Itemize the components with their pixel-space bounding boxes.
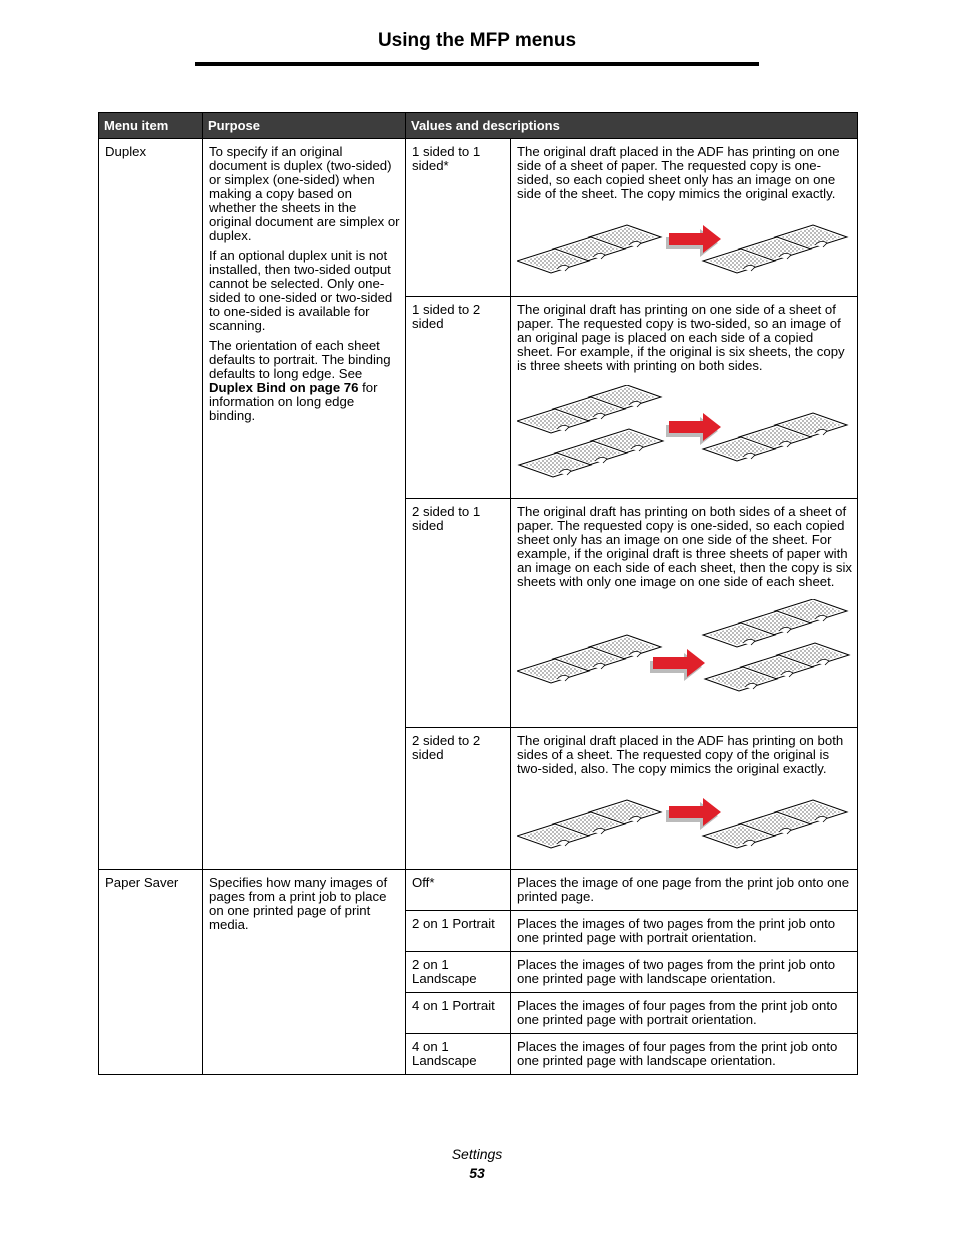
desc-cell: Places the images of four pages from the print job onto one printed page with landscape orientation. (511, 1034, 858, 1075)
menu-item-duplex: Duplex (99, 139, 203, 870)
desc-cell (511, 499, 858, 728)
page-number: 53 (469, 1165, 485, 1181)
table-row (99, 139, 858, 297)
purpose-paper-saver: Specifies how many images of pages from a print job to place on one printed page of print media. (203, 870, 406, 1075)
desc-cell: Places the images of four pages from the print job onto one printed page with portrait orientation. (511, 993, 858, 1034)
desc-cell: Places the images of two pages from the print job onto one printed page with landscape orientation. (511, 952, 858, 993)
value-cell: 4 on 1 Landscape (406, 1034, 511, 1075)
purpose-text: The orientation of each sheet defaults to portrait. The binding defaults to long edge. See (209, 338, 391, 381)
header-purpose: Purpose (203, 113, 406, 139)
desc-cell: Places the image of one page from the print job onto one printed page. (511, 870, 858, 911)
desc-cell: Places the images of two pages from the print job onto one printed page with portrait orientation. (511, 911, 858, 952)
header-menu-item: Menu item (99, 113, 203, 139)
purpose-text: for information on long edge binding. (209, 380, 378, 423)
purpose-duplex (203, 139, 406, 870)
desc-text: The original draft has printing on both sides of a sheet of paper. The requested copy is one-sided, so each copied sheet only has an image on one side of the sheet. For example, if the original draft is three sheets of paper with an image on each side of each sheet, then the copy is six sheets with only one image on one side of each sheet. (517, 504, 853, 589)
desc-text: The original draft has printing on one side of a sheet of paper. The requested copy is two-sided, so an image of an original page is placed on each side of a copied sheet. For example, if the original is six sheets, the copy is three sheets with printing on both sides. (517, 302, 845, 373)
page-title: Using the MFP menus (377, 30, 577, 51)
value-cell: 2 on 1 Landscape (406, 952, 511, 993)
value-cell: 2 on 1 Portrait (406, 911, 511, 952)
title-rule (195, 62, 759, 66)
illustration-2to2 (517, 788, 852, 850)
value-cell: 4 on 1 Portrait (406, 993, 511, 1034)
header-values: Values and descriptions (406, 113, 858, 139)
table-header-row (99, 113, 858, 139)
purpose-paragraph: If an optional duplex unit is not installed, then two-sided output cannot be selected. Only one-sided to one-sided or two-sided to one-sided is available for scanning. (209, 248, 393, 333)
value-cell: 1 sided to 1 sided* (406, 139, 511, 297)
duplex-bind-link[interactable]: Duplex Bind on page 76 (209, 380, 359, 395)
menu-table (98, 112, 858, 1075)
desc-text: The original draft placed in the ADF has printing on both sides of a sheet. The requested copy of the original is two-sided, also. The copy mimics the original exactly. (517, 733, 844, 776)
illustration-1to2 (517, 385, 852, 487)
illustration-2to1 (517, 599, 852, 703)
purpose-paragraph: To specify if an original document is duplex (two-sided) or simplex (one-sided) when making a copy based on whether the sheets in the original document are simplex or duplex. (209, 144, 400, 243)
footer-section: Settings (451, 1146, 503, 1162)
value-cell: 2 sided to 2 sided (406, 728, 511, 870)
menu-item-paper-saver: Paper Saver (99, 870, 203, 1075)
illustration-1to1 (517, 213, 852, 275)
desc-cell (511, 297, 858, 499)
value-cell: 2 sided to 1 sided (406, 499, 511, 728)
purpose-paragraph (209, 339, 400, 423)
desc-cell (511, 728, 858, 870)
value-cell: 1 sided to 2 sided (406, 297, 511, 499)
value-cell: Off* (406, 870, 511, 911)
table-row (99, 870, 858, 911)
desc-cell (511, 139, 858, 297)
desc-text: The original draft placed in the ADF has printing on one side of a sheet of paper. The requested copy is one-sided, so each copied sheet only has an image on one side of the sheet. The copy mimics the original exactly. (517, 144, 840, 201)
